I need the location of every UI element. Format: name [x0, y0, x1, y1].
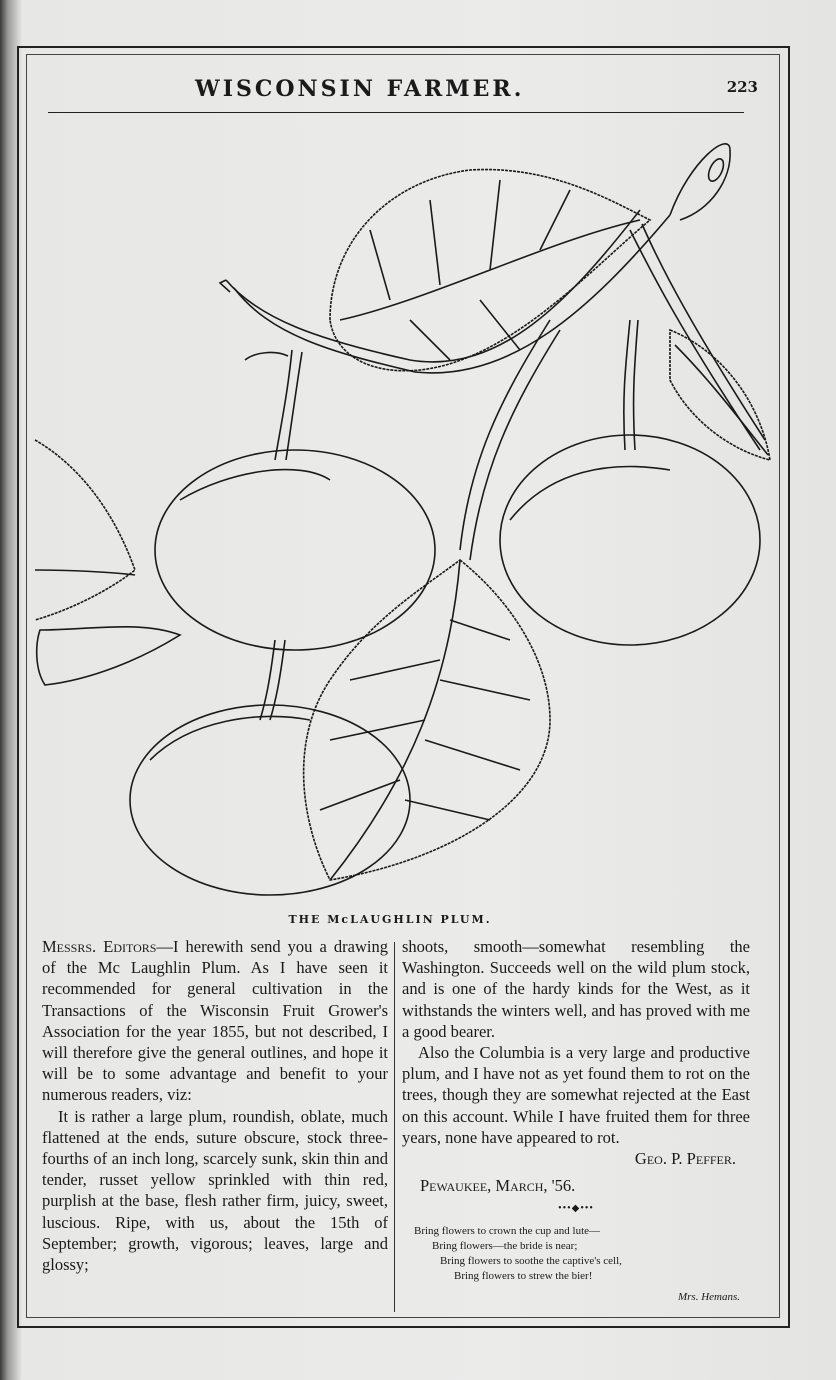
- left-paragraph-1: —I herewith send you a drawing of the Mc Laughlin Plum. As I have seen it recommended for general cultivation in the Transactions of the Wisconsin Fruit Grower's Association for the year 1855, but not described, I will therefore give the general outlines, and hope it will be to some advantage and benefit to your numerous readers, viz:: [42, 937, 389, 1105]
- poem-attribution: Mrs. Hemans.: [677, 1290, 740, 1303]
- plum-bottom: [130, 640, 410, 895]
- illustration-caption: THE McLAUGHLIN PLUM.: [288, 913, 492, 926]
- place-date: Pewaukee, March, '56.: [420, 1176, 576, 1196]
- poem-line: Bring flowers to crown the cup and lute—: [414, 1224, 601, 1237]
- poem-line: Bring flowers to strew the bier!: [454, 1269, 593, 1282]
- branch: [220, 144, 765, 560]
- section-ornament: •••◆•••: [558, 1203, 594, 1215]
- right-paragraph-2: Also the Columbia is a very large and productive plum, and I have not as yet found them to rot on the trees, though they are somewhat rejected at the East on this account. While I have fruited them for three years, none have appeared to rot.: [402, 1043, 750, 1147]
- plum-illustration: [30, 120, 780, 920]
- right-paragraph-1: shoots, smooth—somewhat resembling the Washington. Succeeds well on the wild plum stock, and is one of the hardy kinds for the West, as it withstands the winters well, and has proved with me a good bearer.: [402, 937, 750, 1041]
- article-left-column: [42, 936, 388, 1275]
- leaf-left: [35, 440, 180, 685]
- page-number: 223: [726, 78, 758, 96]
- signature: Geo. P. Peffer.: [634, 1149, 736, 1169]
- masthead: [40, 72, 780, 112]
- left-paragraph-2: It is rather a large plum, roundish, oblate, much flattened at the ends, suture obscure, stock three-fourths of an inch long, scarcely sunk, skin thin and tender, russet yellow sprinkled with thin red, purplish at the base, flesh rather firm, juicy, sweet, luscious. Ripe, with us, about the 15th of September; growth, vigorous; leaves, large and glossy;: [42, 1106, 388, 1275]
- leaf-top: [330, 170, 650, 371]
- plum-top-left: [155, 350, 435, 650]
- leaf-center: [304, 560, 550, 880]
- leaf-right: [670, 330, 770, 460]
- poem-line: Bring flowers to soothe the captive's cell,: [440, 1254, 622, 1267]
- poem: [402, 1224, 750, 1284]
- poem-line: Bring flowers—the bride is near;: [432, 1239, 578, 1252]
- column-divider: [394, 942, 395, 1312]
- article-right-column: [402, 936, 750, 1308]
- masthead-rule: [48, 112, 744, 113]
- salutation: Messrs. Editors: [42, 937, 157, 956]
- masthead-title: WISCONSIN FARMER.: [195, 76, 525, 102]
